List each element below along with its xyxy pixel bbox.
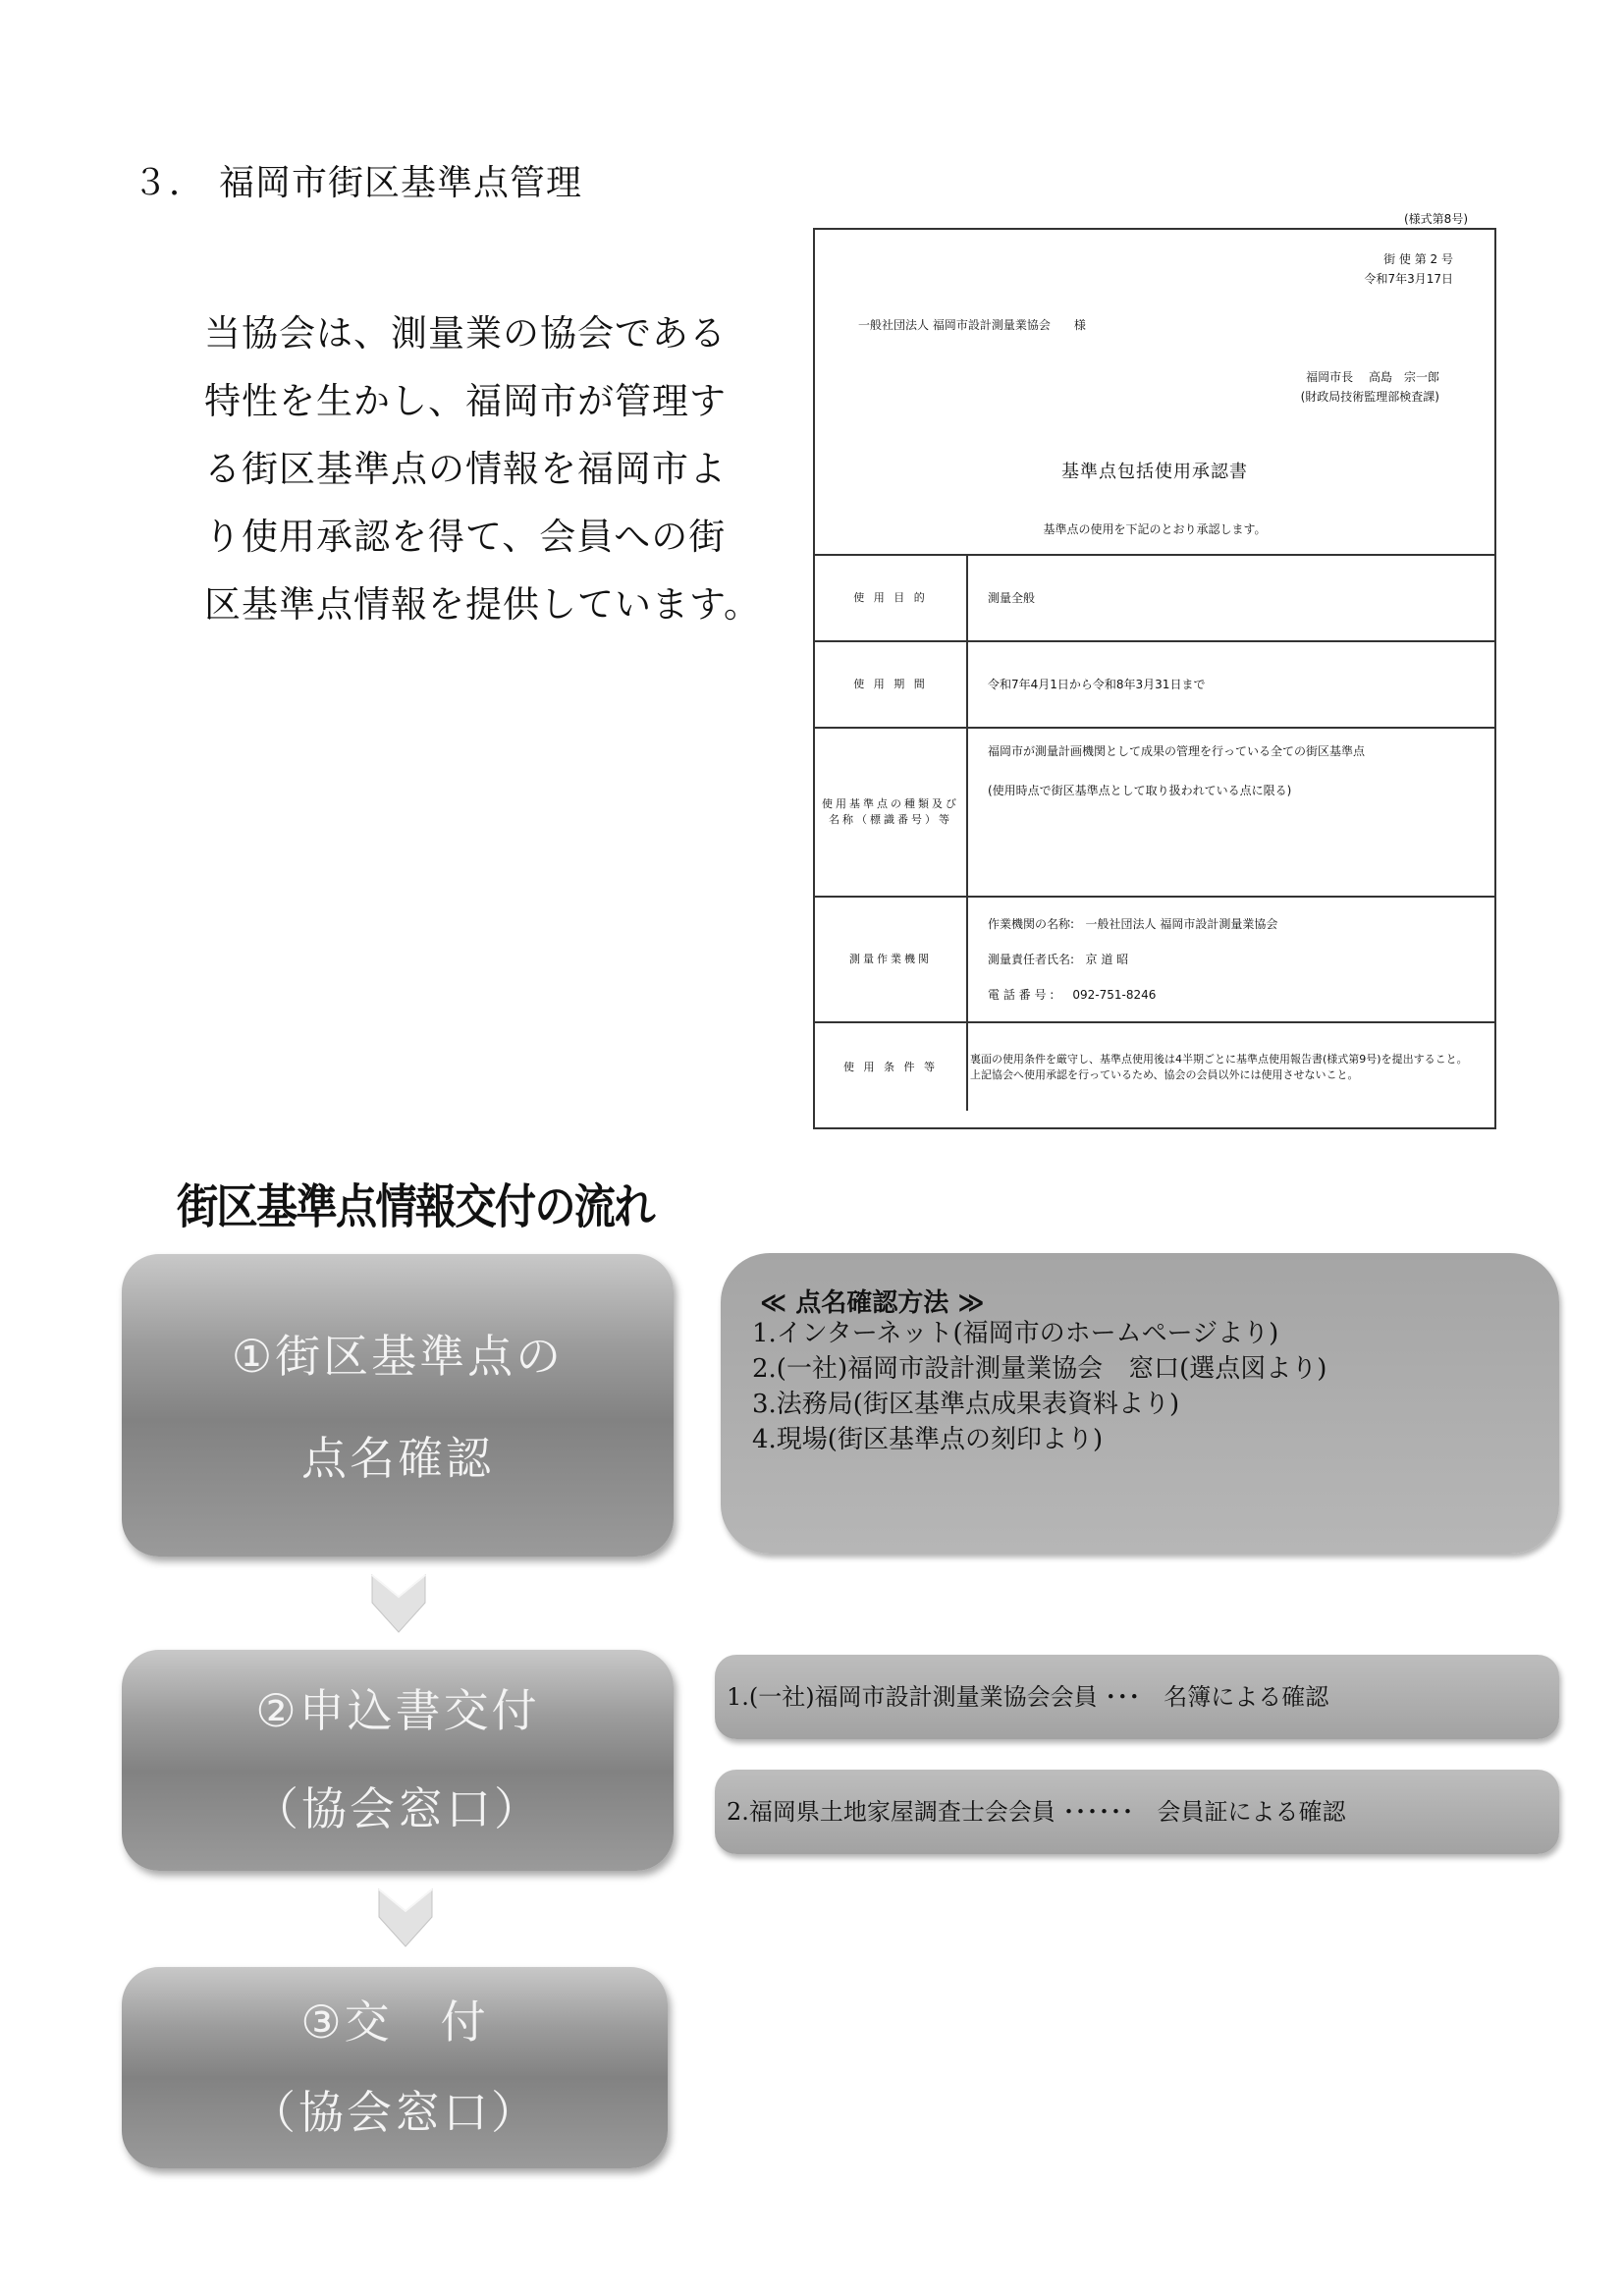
step-1-line-1: ①街区基準点の xyxy=(231,1330,565,1383)
conditions-label: 使 用 条 件 等 xyxy=(815,1022,967,1111)
intro-line: り使用承認を得て、会員への街 xyxy=(204,516,727,558)
operator-label: 測量作業機関 xyxy=(815,897,967,1022)
period-label: 使 用 期 間 xyxy=(815,641,967,728)
method-item: 2.(一社)福岡市設計測量業協会 窓口(選点図より) xyxy=(752,1354,1327,1384)
conditions-text-1: 裏面の使用条件を厳守し、基準点使用後は4半期ごとに基準点使用報告書(様式第9号)を提出すること。 xyxy=(970,1052,1468,1066)
phone-line xyxy=(988,986,1485,1004)
section-heading xyxy=(133,155,582,205)
certificate-intro: 基準点の使用を下記のとおり承認します。 xyxy=(1043,522,1267,536)
conditions-cell xyxy=(967,1022,1494,1111)
issuer-department: (財政局技術監理部検査課) xyxy=(1300,390,1439,404)
method-title: ≪ 点名確認方法 ≫ xyxy=(760,1288,985,1318)
down-arrow-icon xyxy=(373,1886,438,1950)
section-title: 福岡市街区基準点管理 xyxy=(219,163,583,203)
operator-name: 一般社団法人 福岡市設計測量業協会 xyxy=(1085,917,1278,931)
points-value: 福岡市が測量計画機関として成果の管理を行っている全ての街区基準点 xyxy=(988,744,1366,758)
document-number-block xyxy=(1364,249,1453,289)
points-cell xyxy=(967,728,1494,897)
purpose-label: 使 用 目 的 xyxy=(815,555,967,641)
intro-line: 当協会は、測量業の協会である xyxy=(204,312,727,355)
form-number: (様式第8号) xyxy=(1404,212,1468,226)
intro-line: る街区基準点の情報を福岡市よ xyxy=(204,448,727,490)
method-item: 3.法務局(街区基準点成果表資料より) xyxy=(752,1390,1180,1419)
table-row xyxy=(815,897,1494,1022)
step-1-line-2: 点名確認 xyxy=(301,1432,494,1485)
manager-label: 測量責任者氏名: xyxy=(988,953,1075,966)
document-date: 令和7年3月17日 xyxy=(1364,272,1453,286)
table-row xyxy=(815,641,1494,728)
intro-paragraph xyxy=(204,300,762,638)
down-arrow-icon xyxy=(366,1571,431,1636)
approval-certificate xyxy=(813,228,1496,1129)
flow-step-1 xyxy=(122,1254,674,1557)
intro-line: 区基準点情報を提供しています。 xyxy=(204,583,762,626)
issuer-name: 福岡市長 高島 宗一郎 xyxy=(1306,370,1439,384)
table-row xyxy=(815,728,1494,897)
conditions-text-2: 上記協会へ使用承認を行っているため、協会の会員以外には使用させないこと。 xyxy=(970,1067,1359,1081)
phone-number: 092-751-8246 xyxy=(1072,988,1157,1002)
points-label: 使用基準点の種類及び名称（標識番号）等 xyxy=(815,728,967,897)
operator-cell xyxy=(967,897,1494,1022)
member-check-association: 1.(一社)福岡市設計測量業協会会員 ･･･ 名簿による確認 xyxy=(715,1655,1559,1739)
table-row xyxy=(815,1022,1494,1111)
step-2-line-1: ②申込書交付 xyxy=(255,1684,540,1737)
method-item: 4.現場(街区基準点の刻印より) xyxy=(752,1425,1104,1454)
phone-label: 電 話 番 号 : xyxy=(988,988,1055,1002)
method-list xyxy=(752,1316,1326,1457)
operator-name-line xyxy=(988,915,1485,933)
manager-line xyxy=(988,951,1485,968)
purpose-value: 測量全般 xyxy=(967,555,1494,641)
table-row xyxy=(815,555,1494,641)
section-number: ３． xyxy=(133,163,206,203)
period-value: 令和7年4月1日から令和8年3月31日まで xyxy=(967,641,1494,728)
member-check-surveyors: 2.福岡県土地家屋調査士会会員 ･･････ 会員証による確認 xyxy=(715,1770,1559,1854)
operator-name-label: 作業機関の名称: xyxy=(988,917,1075,931)
flow-step-3 xyxy=(122,1967,668,2168)
flow-step-2 xyxy=(122,1650,674,1871)
manager-name: 京 道 昭 xyxy=(1085,953,1129,966)
document-number: 街 使 第 2 号 xyxy=(1383,252,1453,266)
addressee: 一般社団法人 福岡市設計測量業協会 様 xyxy=(858,318,1086,332)
points-note: (使用時点で街区基準点として取り扱われている点に限る) xyxy=(988,784,1292,797)
certificate-header xyxy=(815,230,1494,554)
method-item: 1.インターネット(福岡市のホームページより) xyxy=(752,1319,1279,1348)
intro-line: 特性を生かし、福岡市が管理す xyxy=(204,380,727,422)
issuer-block xyxy=(1301,367,1439,407)
flow-title: 街区基準点情報交付の流れ xyxy=(177,1179,654,1234)
step-3-line-2: （協会窓口） xyxy=(250,2086,539,2139)
step-3-line-1: ③交 付 xyxy=(300,1995,489,2049)
certificate-table xyxy=(815,554,1494,1111)
certificate-title: 基準点包括使用承認書 xyxy=(1061,462,1248,482)
method-panel xyxy=(721,1253,1559,1554)
step-2-line-2: （協会窓口） xyxy=(253,1782,542,1835)
